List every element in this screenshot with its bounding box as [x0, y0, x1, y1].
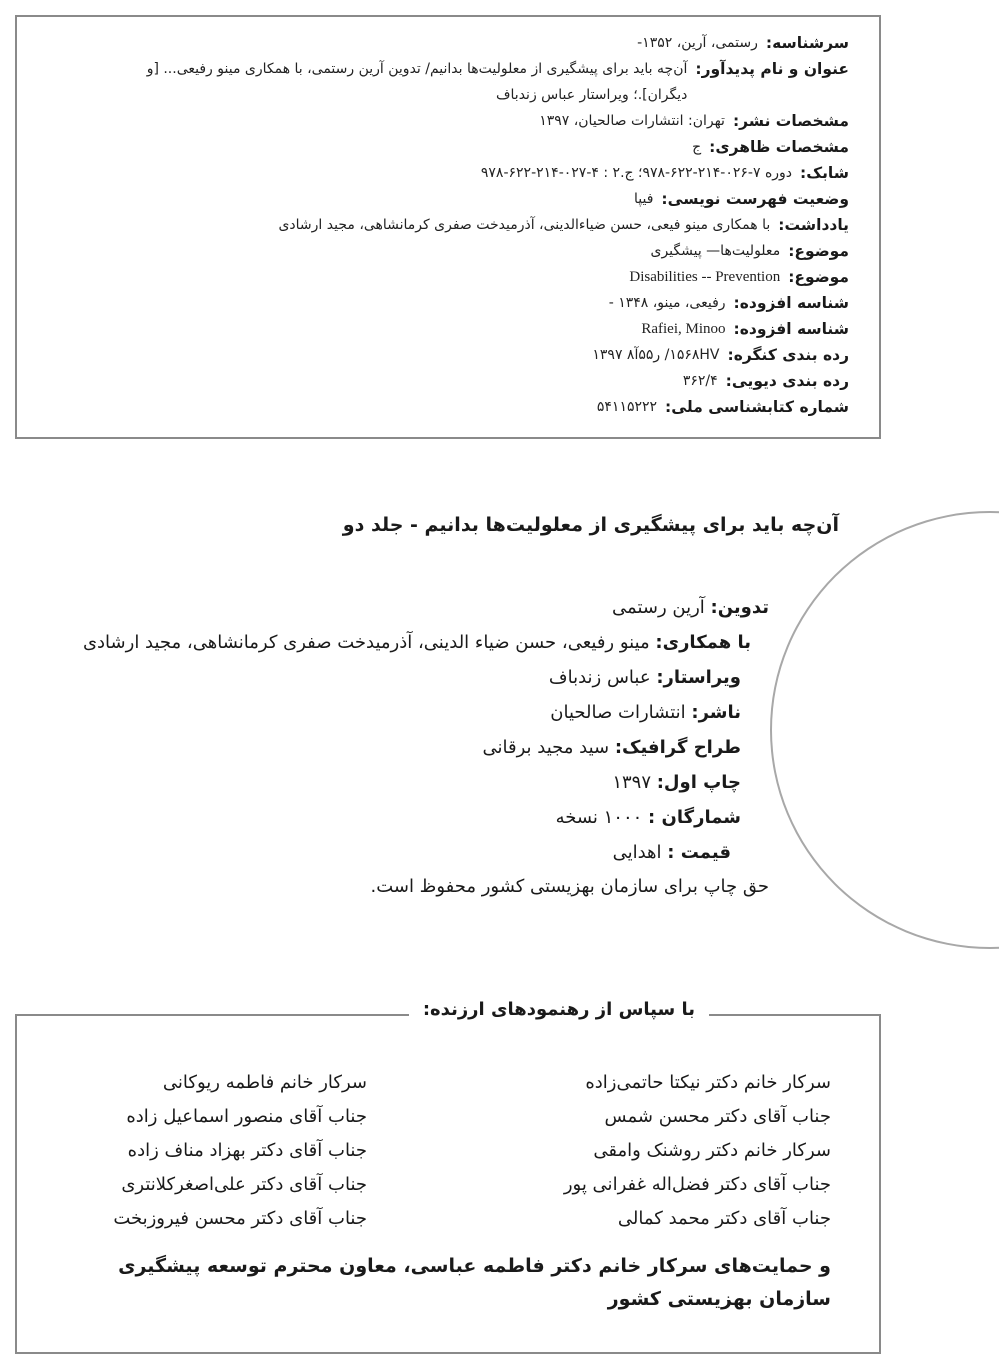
cip-label: شناسه افزوده: — [733, 294, 849, 312]
book-title: آن‌چه باید برای پیشگیری از معلولیت‌ها بدانیم - جلد دو — [342, 514, 839, 536]
cip-row — [89, 160, 849, 186]
credit-value: ۱۳۹۷ — [612, 772, 657, 793]
acknowledged-person: جناب آقای دکتر محسن فیروزبخت — [113, 1208, 367, 1229]
credit-circulation — [9, 800, 769, 835]
cip-row — [89, 290, 849, 316]
cip-record — [89, 30, 849, 420]
credit-label: ناشر: — [691, 702, 741, 723]
acknowledgments-right-column — [564, 1066, 831, 1236]
credit-label: طراح گرافیک: — [614, 737, 741, 758]
copyright-notice: حق چاپ برای سازمان بهزیستی کشور محفوظ است. — [370, 876, 769, 897]
credit-label: با همکاری: — [655, 632, 751, 653]
cip-row — [89, 30, 849, 56]
cip-value: ج — [692, 139, 702, 155]
credit-label: شمارگان : — [648, 807, 741, 828]
cip-row — [89, 238, 849, 264]
credit-first-print — [9, 765, 769, 800]
acknowledged-person: سرکار خانم فاطمه ریوکانی — [162, 1072, 367, 1093]
cip-label: سرشناسه: — [765, 34, 849, 52]
credit-value: ۱۰۰۰ نسخه — [555, 807, 649, 828]
cip-value: دوره ۷-۰۲۶-۲۱۴-۶۲۲-۹۷۸؛ ج.۲ : ۴-۰۲۷-۲۱۴-۶۲۲-۹۷۸ — [480, 165, 793, 181]
cip-row — [89, 264, 849, 290]
cip-row — [89, 108, 849, 134]
cip-label: رده بندی کنگره: — [727, 346, 849, 364]
cip-value: ۵۴۱۱۵۲۲۲ — [596, 399, 658, 415]
cip-row — [89, 368, 849, 394]
cip-row — [89, 394, 849, 420]
cip-value: Rafiei, Minoo — [641, 321, 726, 337]
acknowledged-person: جناب آقای دکتر محسن شمس — [604, 1106, 831, 1127]
cip-value: ۱۵۶۸HV/ ر۵۵آ۸ ۱۳۹۷ — [592, 347, 720, 363]
cip-row — [89, 134, 849, 160]
cip-label: موضوع: — [788, 268, 849, 286]
credit-label: قیمت : — [667, 842, 731, 863]
acknowledged-person: جناب آقای دکتر محمد کمالی — [617, 1208, 831, 1229]
credit-label: چاپ اول: — [656, 772, 741, 793]
acknowledged-person: جناب آقای دکتر بهزاد مناف زاده — [127, 1140, 367, 1161]
cip-row — [89, 342, 849, 368]
cip-label: شماره کتابشناسی ملی: — [665, 398, 849, 416]
cip-row — [89, 56, 849, 108]
credit-graphic-designer — [9, 730, 769, 765]
cip-label: مشخصات نشر: — [732, 112, 849, 130]
cip-label: شابک: — [800, 164, 849, 182]
credit-price — [9, 835, 769, 870]
credit-value: اهدایی — [612, 842, 668, 863]
credit-label: ویراستار: — [656, 667, 741, 688]
support-statement: و حمایت‌های سرکار خانم دکتر فاطمه عباسی، معاون محترم توسعه پیشگیری سازمان بهزیستی کشور — [118, 1255, 831, 1310]
cip-value: فیپا — [634, 191, 654, 207]
cip-label: مشخصات ظاهری: — [709, 138, 849, 156]
acknowledged-person: جناب آقای دکتر علی‌اصغرکلانتری — [121, 1174, 367, 1195]
cip-value: رفیعی، مینو، ۱۳۴۸ - — [608, 295, 726, 311]
cip-label: موضوع: — [788, 242, 849, 260]
credit-value: عباس زندباف — [548, 667, 657, 688]
acknowledged-person: جناب آقای دکتر فضل‌اله غفرانی پور — [563, 1174, 831, 1195]
cip-value: معلولیت‌ها— پیشگیری — [650, 243, 781, 259]
cip-label: رده بندی دیویی: — [725, 372, 849, 390]
decorative-circle — [770, 511, 999, 949]
credit-label: تدوین: — [710, 597, 769, 618]
cip-value: تهران: انتشارات صالحیان، ۱۳۹۷ — [539, 113, 725, 129]
credit-collaborators — [9, 625, 769, 660]
cip-label: وضعیت فهرست نویسی: — [661, 190, 849, 208]
cip-label: یادداشت: — [778, 216, 849, 234]
credit-value: مینو رفیعی، حسن ضیاء الدینی، آذرمیدخت صفری کرمانشاهی، مجید ارشادی — [82, 632, 656, 653]
credit-editor — [9, 660, 769, 695]
credit-value: آرین رستمی — [612, 597, 711, 618]
cip-label: شناسه افزوده: — [733, 320, 849, 338]
cip-value: آن‌چه باید برای پیشگیری از معلولیت‌ها بدانیم/ تدوین آرین رستمی، با همکاری مینو رفیعی... [و دیگران].؛ ویراستار عباس زندباف — [146, 61, 688, 103]
cip-label: عنوان و نام پدیدآور: — [695, 60, 849, 78]
cip-value: رستمی، آرین، ۱۳۵۲- — [637, 35, 758, 51]
acknowledged-person: سرکار خانم دکتر روشنک وامقی — [593, 1140, 831, 1161]
credit-compiler — [9, 590, 769, 625]
credit-publisher — [9, 695, 769, 730]
cip-value: Disabilities -- Prevention — [629, 269, 781, 285]
credit-value: انتشارات صالحیان — [550, 702, 692, 723]
acknowledged-person: جناب آقای منصور اسماعیل زاده — [126, 1106, 367, 1127]
cip-value: ۳۶۲/۴ — [682, 373, 718, 389]
cip-row — [89, 316, 849, 342]
acknowledgments-title: با سپاس از رهنمودهای ارزنده: — [409, 999, 709, 1020]
cip-row — [89, 186, 849, 212]
credits-list — [9, 590, 769, 870]
cip-value: با همکاری مینو فیعی، حسن ضیاءالدینی، آذرمیدخت صفری کرمانشاهی، مجید ارشادی — [278, 217, 771, 233]
credit-value: سید مجید برقانی — [482, 737, 615, 758]
acknowledged-person: سرکار خانم دکتر نیکتا حاتمی‌زاده — [585, 1072, 831, 1093]
acknowledgments-left-column — [113, 1066, 367, 1236]
cip-row — [89, 212, 849, 238]
